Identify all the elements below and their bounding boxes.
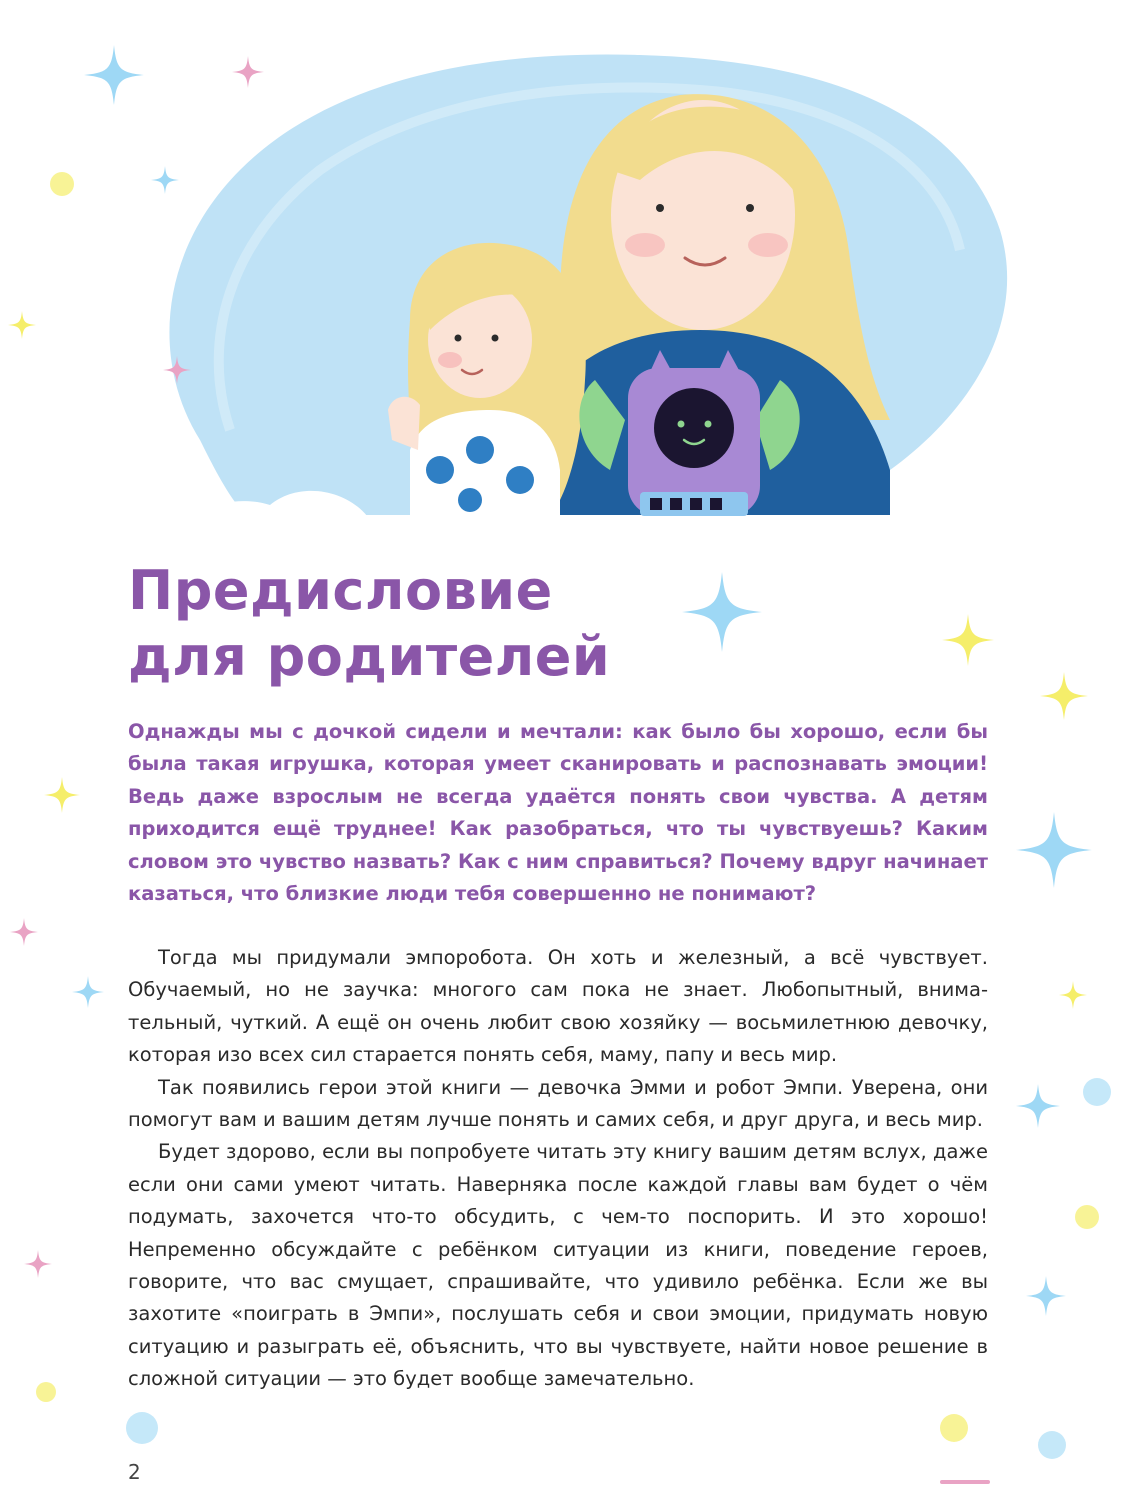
page-title [128, 558, 688, 690]
sparkle-icon [682, 572, 762, 652]
title-line-1: Предисловие [128, 559, 553, 622]
body-paragraph: Тогда мы придумали эмпоробота. Он хоть и железный, а всё чувствует. Обучаемый, но не заучка: многого сам пока не знает. Любопытный, внимательный, чуткий. А ещё он очень любит свою хозяйку — восьмилетнюю девочку, которая изо всех сил старается понять себя, маму, папу и весь мир. [128, 946, 988, 1067]
body-paragraph: Так появились герои этой книги — девочка Эмми и робот Эмпи. Уверена, они помогут вам и вашим детям лучше понять и самих себя, и друг друга, и весь мир. [128, 1075, 988, 1132]
sparkle-icon [44, 777, 80, 813]
title-line-2: для родителей [128, 625, 611, 688]
pink-stroke [940, 1480, 990, 1484]
body-paragraph: Будет здорово, если вы попробуете читать эту книгу вашим детям вслух, даже если они сами умеют читать. Наверняка после каждой главы вам будет о чём подумать, захочется что-то обсудить, с чем-то поспорить. И это хорошо! Непременно обсуждайте с ребёнком ситуации из книги, поведение героев, говорите, что вас смущает, спрашивайте, что удивило ребёнка. Если же вы захотите «поиграть в Эмпи», послушать себя и свои эмоции, придумать новую ситуацию и разыграть её, объяснить, что вы чувствуете, найти новое решение в сложной ситуации — это будет вообще замечательно. [128, 1140, 988, 1391]
sparkle-icon [1059, 981, 1087, 1009]
page-number: 2 [128, 1460, 141, 1484]
dot-icon [1038, 1431, 1066, 1459]
sparkle-icon [72, 976, 104, 1008]
body-text [128, 942, 988, 1396]
sparkle-icon [1016, 812, 1092, 888]
sparkle-icon [1026, 1276, 1066, 1316]
dot-icon [940, 1414, 968, 1442]
dot-icon [126, 1412, 158, 1444]
sparkle-icon [942, 614, 994, 666]
dot-icon [1075, 1205, 1099, 1229]
dot-icon [1083, 1078, 1111, 1106]
sparkle-icon [10, 918, 38, 946]
sparkle-icon [24, 1250, 52, 1278]
daughter-figure [388, 243, 586, 515]
lead-paragraph: Однажды мы с дочкой сидели и мечтали: как было бы хорошо, если бы была такая игрушка, которая умеет сканировать и распознавать эмоции! Ведь даже взрослым не всегда удаётся понять свои чувства. А детям приходится ещё труднее! Как разобраться, что ты чувствуешь? Каким словом это чувство назвать? Как с ним справиться? Почему вдруг начинает казаться, что близкие люди тебя совершенно не понимают? [128, 720, 988, 906]
dot-icon [36, 1382, 56, 1402]
sparkle-icon [1040, 672, 1088, 720]
mother-daughter-robot-illustration [0, 0, 1124, 560]
sparkle-icon [1016, 1084, 1060, 1128]
